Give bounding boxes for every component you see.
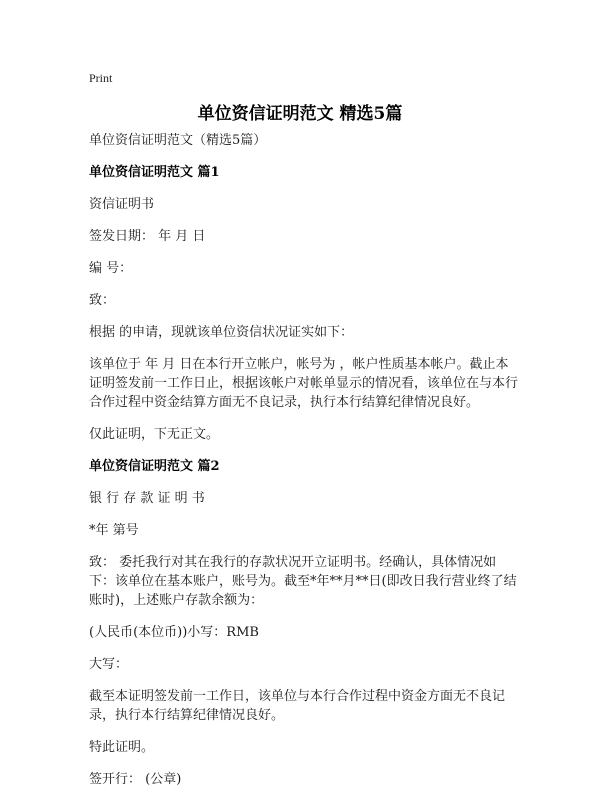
section-1-paragraph: 资信证明书: [89, 197, 155, 212]
page-title: 单位资信证明范文 精选5篇: [197, 104, 403, 124]
section-2-heading: 单位资信证明范文 篇2: [89, 459, 220, 474]
section-1-paragraph: 该单位于 年 月 日在本行开立帐户，帐号为 ，帐户性质基本帐户。截止本证明签发前一工作日止，根据该帐户对帐单显示的情况看，该单位在与本行合作过程中资金结算方面无不良记录，执行本行结算纪律情况良好。: [89, 357, 519, 410]
section-1-paragraph: 根据 的申请，现就该单位资信状况证实如下：: [89, 325, 354, 340]
section-2-paragraph: *年 第号: [89, 523, 139, 538]
section-2-paragraph: (人民币(本位币))小写：RMB: [89, 625, 259, 640]
section-2-paragraph: 特此证明。: [89, 740, 155, 755]
section-1-paragraph: 编 号：: [89, 261, 133, 276]
intro-line: 单位资信证明范文（精选5篇）: [89, 133, 267, 148]
section-2-paragraph: 致： 委托我行对其在我行的存款状况开立证明书。经确认，具体情况如下：该单位在基本账户，账号为。截至*年**月**日(即改日我行营业终了结账时)，上述账户存款余额为：: [89, 555, 517, 608]
print-link[interactable]: Print: [89, 71, 113, 85]
section-1-paragraph: 致：: [89, 293, 116, 308]
section-1-paragraph: 仅此证明，下无正文。: [89, 427, 220, 442]
section-1-heading: 单位资信证明范文 篇1: [89, 165, 220, 180]
document-body: [89, 131, 521, 802]
section-2-paragraph: 银 行 存 款 证 明 书: [89, 491, 205, 506]
section-2-paragraph: 签开行： (公章): [89, 772, 182, 787]
section-2-paragraph: 截至本证明签发前一工作日，该单位与本行合作过程中资金方面无不良记录，执行本行结算纪律情况良好。: [89, 689, 506, 723]
section-2-paragraph: 大写：: [89, 657, 129, 672]
section-1-paragraph: 签发日期： 年 月 日: [89, 229, 206, 244]
